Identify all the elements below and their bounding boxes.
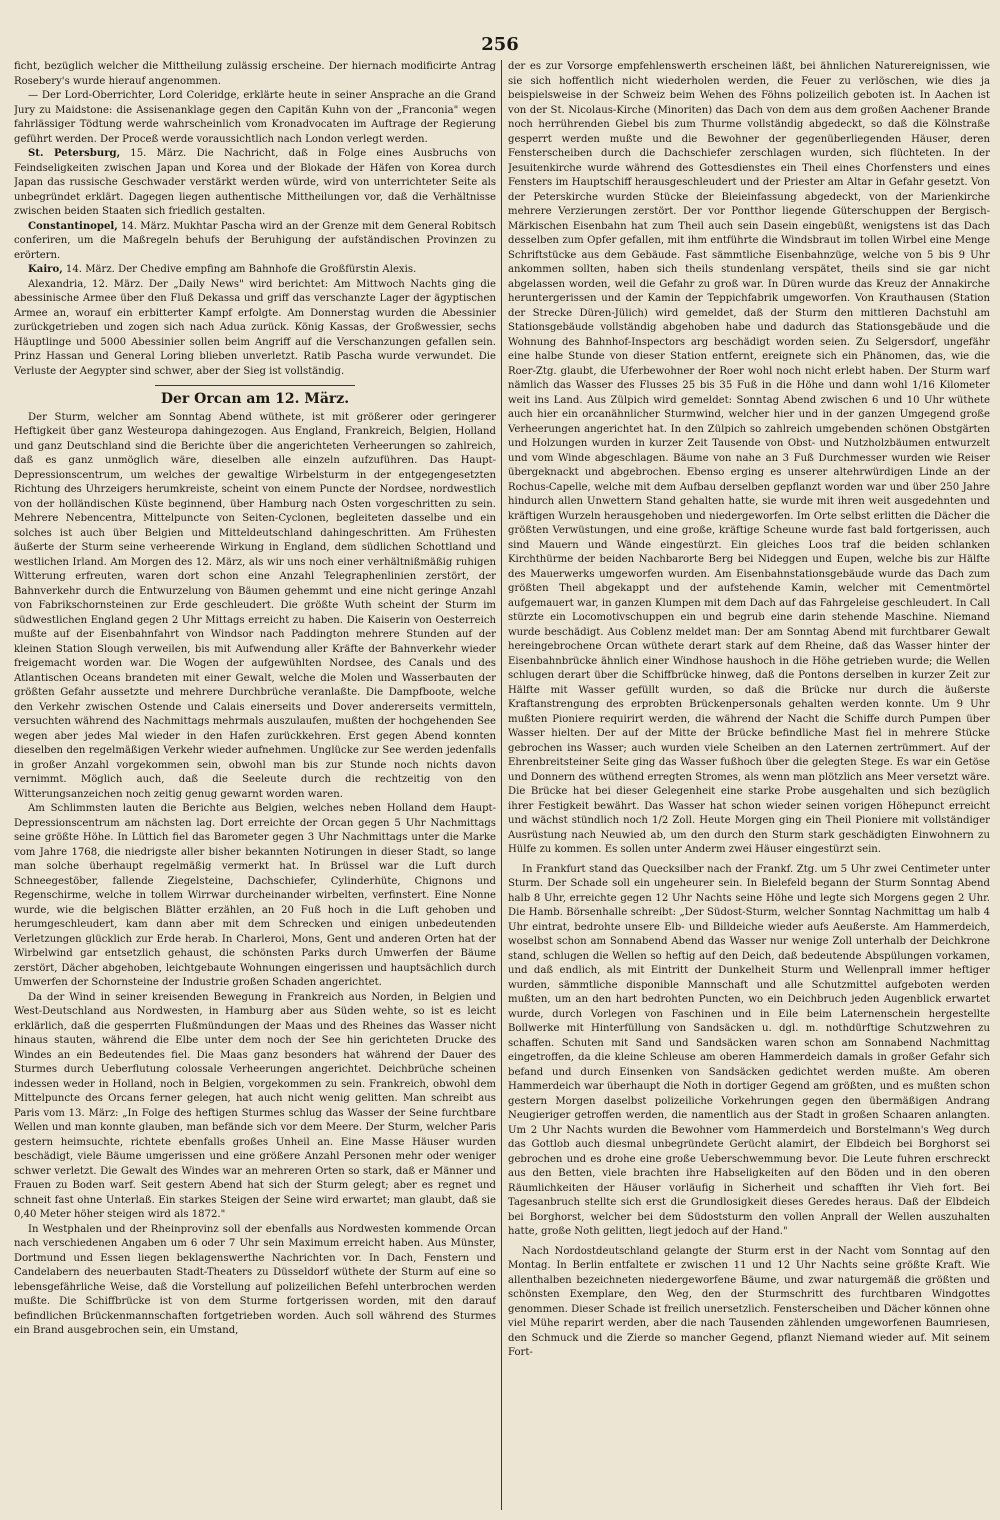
dispatch-text: 14. März. Mukhtar Pascha wird an der Grenze mit dem General Robitsch conferiren, um die Maßregeln behufs der Beruhigung der aufständischen Provinzen zu erörtern. [14,220,496,261]
dispatch-place: St. Petersburg, [28,148,121,159]
paragraph: der es zur Vorsorge empfehlenswerth erscheinen läßt, bei ähnlichen Naturereignissen, wie sie sich hoffentlich nicht wiederholen werden, die Feuer zu verlöschen, wie dies ja beispielsweise in der Schweiz beim Wehen des Föhns polizeilich geboten ist. In Aachen ist von der St. Nicolaus-Kirche (Minoriten) das Dach von dem aus dem großen Aachener Brande noch herrührenden Giebel bis zum Thurme vollständig abgedeckt, so daß die Kölnstraße gesperrt werden mußte und die Bewohner der gegenüberliegenden Häuser, deren Fensterscheiben durch die Dachschiefer zerschlagen wurden, sich flüchteten. In der Jesuitenkirche wurde während des Gottesdienstes ein Theil eines Chorfensters und eines Fensters im Hauptschiff herausgeschleudert und der Priester am Altar in Gefahr gesetzt. Von der Peterskirche wurden Stücke der Bleieinfassung abgedeckt, von der Marienkirche mehrere Verzierungen zerstört. Der vor Pontthor liegende Güterschuppen der Bergisch-Märkischen Eisenbahn hat zum Theil auch sein Dasein eingebüßt, wenigstens ist das Dach desselben zum Opfer gefallen, mit ihm entführte die Windsbraut im tollen Wirbel eine Menge Schriftstücke aus dem Gebäude. Fast sämmtliche Eisenbahnzüge, welche von 5 bis 9 Uhr ankommen sollten, haben sich theils stundenlang verspätet, theils sind sie gar nicht abgelassen worden, weil die Gefahr zu groß war. In Düren wurde das Kreuz der Annakirche heruntergerissen und der Kamin der Teppichfabrik umgeworfen. Von Krauthausen (Station der Strecke Düren-Jülich) wird gemeldet, daß der Sturm den mittleren Dachstuhl am Stationsgebäude vollständig abgehoben habe und dadurch das Stationsgebäude und die Wohnung des Bahnhof-Inspectors arg beschädigt worden seien. Zu Selgersdorf, ungefähr eine halbe Stunde von dieser Station entfernt, ereignete sich ein Phänomen, das, wie die Roer-Ztg. glaubt, die Uferbewohner der Roer wohl noch nicht erlebt haben. Der Sturm warf nämlich das Wasser des Flusses 25 bis 35 Fuß in die Höhe und dann wohl 1/16 Kilometer weit ins Land. Aus Zülpich wird gemeldet: Sonntag Abend zwischen 6 und 10 Uhr wüthete auch hier ein orcanähnlicher Sturmwind, welcher hier und in der ganzen Umgegend große Verheerungen angerichtet hat. In den Zülpich so zahlreich umgebenden schönen Obstgärten und Holzungen wurden in kurzer Zeit Tausende von Obst- und Nutzholzbäumen entwurzelt und vom Winde abgeschlagen. Bäume von nahe an 3 Fuß Durchmesser wurden wie Reiser übergeknackt und abgebrochen. Ebenso erging es unserer altehrwürdigen Linde an der Rochus-Capelle, welche mit dem Aufbau derselben gepflanzt worden war und über 250 Jahre hindurch allen Unwettern Stand gehalten hatte, sie wurde mit ihren weit ausgedehnten und kräftigen Wurzeln herausgehoben und niedergeworfen. Im Orte selbst erlitten die Dächer die größten Verwüstungen, und eine große, kräftige Scheune wurde fast bald fortgerissen, auch sind Mauern und Wände eingestürzt. Ein gleiches Loos traf die beiden schlanken Kirchthürme der beiden Nachbarorte Berg bei Nideggen und Eupen, welche bis zur Hälfte des Mauerwerks umgeworfen wurden. Am Eisenbahnstationsgebäude wurde das Dach zum größten Theil abgekappt und der aufstehende Kamin, welcher mit Cementmörtel aufgemauert war, in ganzen Klumpen mit dem Dach auf das Fahrgeleise geschleudert. In Call stürzte ein Locomotivschuppen ein und begrub eine darin stehende Maschine. Niemand wurde beschädigt. Aus Coblenz meldet man: Der am Sonntag Abend mit furchtbarer Gewalt hereingebrochene Orcan wüthete derart stark auf dem Rheine, daß das Wasser hinter der Eisenbahnbrücke ähnlich einer Windhose haushoch in die Höhe getrieben wurde; die Wellen schlugen derart über die Schiffbrücke hinweg, daß die Pontons derselben in kurzer Zeit zur Hälfte mit Wasser gefüllt wurden, so daß die Brücke nur durch die äußerste Kraftanstrengung des erprobten Brückenpersonals gehalten werden konnte. Um 9 Uhr mußten Pioniere requirirt werden, die während der Nacht die Schiffe durch Pumpen über Wasser hielten. Der auf der Mitte der Brücke befindliche Mast fiel in mehrere Stücke gebrochen ins Wasser; auch wurden viele Scheiben an den Laternen zertrümmert. Auf der Ehrenbreitsteiner Seite ging das Wasser fußhoch über die gelegten Stege. Es war ein Getöse und Donnern des wüthend erregten Stromes, als wenn man plötzlich ans Meer versetzt wäre. Die Brücke hat bei dieser Gelegenheit eine starke Probe ausgehalten und sich bezüglich ihrer Festigkeit bewährt. Das Wasser hat schon wieder seinen vorigen Höhepunct erreicht und wächst stündlich noch 1/2 Zoll. Heute Morgen ging ein Theil Pioniere mit vollständiger Ausrüstung nach Neuwied ab, um den durch den Sturm stark geschädigten Einwohnern zu Hülfe zu kommen. Es sollen unter Anderm zwei Häuser eingestürzt sein. [508,61,990,855]
dispatch-place: Constantinopel, [28,220,118,232]
paragraph: ficht, bezüglich welcher die Mittheilung zulässig erscheine. Der hiernach modificirte Antrag Rosebery's wurde hierauf angenommen. [14,61,496,87]
dispatch-place: Kairo, [28,264,63,275]
column-rule [501,60,502,1510]
right-column [508,60,990,1510]
section-divider [155,385,355,386]
paragraph: In Frankfurt stand das Quecksilber nach der Frankf. Ztg. um 5 Uhr zwei Centimeter unter Sturm. Der Schade soll ein ungeheurer sein. In Bielefeld begann der Sturm Sonntag Abend halb 8 Uhr, erreichte gegen 12 Uhr Nachts seine Höhe und legte sich Morgens gegen 2 Uhr. Die Hamb. Börsenhalle schreibt: „Der Südost-Sturm, welcher Sonntag Nachmittag um halb 4 Uhr eintrat, bedrohte unsere Elb- und Billdeiche wieder aufs Aeußerste. Am Hammerdeich, woselbst schon am Sonnabend Abend das Wasser nur wenige Zoll unterhalb der Deichkrone stand, schlugen die Wellen so heftig auf den Deich, daß bedeutende Abspülungen vorkamen, und daß endlich, als mit Eintritt der Dunkelheit Sturm und Wellenprall immer heftiger wurden, sämmtliche disponible Mannschaft und alle Schutzmittel aufgeboten werden mußten, um an den hart bedrohten Puncten, wo ein Deichbruch jeden Augenblick erwartet wurde, durch Vorlegen von Faschinen und in Eile beim Laternenschein hergestellte Bollwerke mit Hinterfüllung von Sandsäcken u. dgl. m. nothdürftige Schutzwehren zu schaffen. Schuten mit Sand und Sandsäcken waren schon am Sonnabend Nachmittag eingetroffen, da die kleine Schleuse am oberen Hammerdeich damals in großer Gefahr sich befand und durch Einsenken von Sandsäcken gedichtet werden mußte. Am oberen Hammerdeich war überhaupt die Noth in dortiger Gegend am größten, und es mußten schon gestern Morgen daselbst polizeiliche Vorkehrungen gegen den übermäßigen Andrang Neugieriger getroffen werden, die namentlich aus der Stadt in großen Schaaren anlangten. Um 2 Uhr Nachts wurden die Bewohner vom Hammerdeich und Borstelmann's Weg durch das Gottlob auch diesmal unbegründete Gerücht alamirt, der Elbdeich bei Borghorst sei gebrochen und es drohe eine große Ueberschwemmung bevor. Die Leute fuhren erschreckt aus den Betten, viele brachten ihre Habseligkeiten auf den Böden und in den oberen Räumlichkeiten der Häuser vorläufig in Sicherheit und schafften ihr Vieh fort. Bei Tagesanbruch stellte sich erst die Grundlosigkeit dieses Geredes heraus. Daß der Elbdeich bei Borghorst, welcher bei dem Südoststurm den vollen Anprall der Wellen auszuhalten hatte, große Noth gelitten, liegt jedoch auf der Hand." [508,863,990,1237]
paragraph: In Westphalen und der Rheinprovinz soll der ebenfalls aus Nordwesten kommende Orcan nach verschiedenen Angaben um 6 oder 7 Uhr sein Maximum erreicht haben. Aus Münster, Dortmund und Essen liegen beklagenswerthe Nachrichten vor. In Dach, Fenstern und Candelabern des neuerbauten Stadt-Theaters zu Düsseldorf wüthete der Sturm auf eine so lebensgefährliche Weise, daß die Vorstellung auf polizeilichen Befehl unterbrochen werden mußte. Die Schiffbrücke ist von dem Sturme fortgerissen worden, mit den darauf befindlichen Brückenmannschaften fortgetrieben worden. Auch soll während des Sturmes ein Brand ausgebrochen sein, ein Umstand, [14,1223,496,1336]
article-heading: Der Orcan am 12. März. [160,391,350,407]
dispatch-paragraph [14,263,496,278]
paragraph: Alexandria, 12. März. Der „Daily News" wird berichtet: Am Mittwoch Nachts ging die abessinische Armee über den Fluß Dekassa und griff das verschanzte Lager der ägyptischen Armee an, worauf ein erbitterter Kampf erfolgte. Am Donnerstag wurden die Abessinier zurückgetrieben und zogen sich nach Adua zurück. König Kassas, der Großwessier, sechs Häuptlinge und 5000 Abessinier sollen beim Angriff auf die Verschanzungen gefallen sein. Prinz Hassan und General Loring blieben unverletzt. Ratib Pascha wurde verwundet. Die Verluste der Aegypter sind schwer, aber der Sieg ist vollständig. [14,278,496,377]
dispatch-paragraph [14,147,496,220]
paragraph: Da der Wind in seiner kreisenden Bewegung in Frankreich aus Norden, in Belgien und West-Deutschland aus Nordwesten, in Hamburg aber aus Süden wehte, so ist es leicht erklärlich, daß die gesperrten Flußmündungen der Maas und des Rheines das Wasser nicht hinaus stauten, während die Elbe unter dem noch der See hin gerichteten Drucke des Windes an ein Bedeutendes fiel. Die Maas ganz besonders hat während der Dauer des Sturmes durch Ueberflutung colossale Verheerungen angerichtet. Deichbrüche scheinen indessen weder in Holland, noch in Belgien, vorgekommen zu sein. Frankreich, obwohl dem Mittelpuncte des Orcans ferner gelegen, hat auch nicht wenig gelitten. Man schreibt aus Paris vom 13. März: „In Folge des heftigen Sturmes schlug das Wasser der Seine furchtbare Wellen und man konnte glauben, man befände sich vor dem Meere. Der Sturm, welcher Paris gestern heimsuchte, richtete ebenfalls großes Unheil an. Eine Masse Häuser wurden beschädigt, viele Bäume umgerissen und eine größere Anzahl Personen mehr oder weniger schwer verletzt. Die Gewalt des Windes war an mehreren Orten so stark, daß er Männer und Frauen zu Boden warf. Seit gestern Abend hat sich der Sturm gelegt; aber es regnet und schneit fast ohne Unterlaß. Ein starkes Steigen der Seine wird erwartet; man glaubt, daß sie 0,40 Meter höher steigen wird als 1872." [14,991,496,1220]
dispatch-text: 14. März. Der Chedive empfing am Bahnhofe die Großfürstin Alexis. [62,264,417,275]
paragraph: Am Schlimmsten lauten die Berichte aus Belgien, welches neben Holland dem Haupt-Depressionscentrum am nächsten lag. Dort erreichte der Orcan gegen 5 Uhr Nachmittags seine größte Höhe. In Lüttich fiel das Barometer gegen 3 Uhr Nachmittags unter die Marke vom Jahre 1768, die niedrigste aller bisher bekannten Notirungen in dieser Stadt, so lange man solche überhaupt regelmäßig vermerkt hat. In Brüssel war die Luft durch Schneegestöber, fallende Ziegelsteine, Dachschiefer, Cylinderhüte, Chignons und Regenschirme, welche in tollem Wirrwar durcheinander wirbelten, verfinstert. Eine Nonne wurde, wie die belgischen Blätter erzählen, an 20 Fuß hoch in die Luft gehoben und herumgeschleudert, kam dann aber mit dem Schrecken und einigen unbedeutenden Verletzungen glücklich zur Erde herab. In Charleroi, Mons, Gent und anderen Orten hat der Wirbelwind gar entsetzlich gehaust, die schönsten Parks durch Umwerfen der Bäume zerstört, Dächer abgehoben, leichtgebaute Wohnungen eingerissen und hauptsächlich durch Umwerfen der Schornsteine der Industrie großen Schaden angerichtet. [14,803,496,988]
dispatch-paragraph [14,220,496,264]
paragraph: Der Sturm, welcher am Sonntag Abend wüthete, ist mit größerer oder geringerer Heftigkeit über ganz Westeuropa dahingezogen. Aus England, Frankreich, Belgien, Holland und ganz Deutschland sind die Berichte über die angerichteten Verheerungen so zahlreich, daß es ganz unmöglich wäre, dieselben alle einzeln aufzuführen. Das Haupt-Depressionscentrum, um welches der gewaltige Wirbelsturm in der entgegengesetzten Richtung des Uhrzeigers herumkreiste, scheint von einem Puncte der Nordsee, nordwestlich von der holländischen Küste beginnend, über Hamburg nach Osten vorgeschritten zu sein. Mehrere Nebencentra, Mittelpuncte von Seiten-Cyclonen, begleiteten dasselbe und ein solches ist auch über Belgien und Mitteldeutschland dahingeschritten. Am Frühesten äußerte der Sturm seine verheerende Wirkung in England, dem südlichen Schottland und westlichen Irland. Am Morgen des 12. März, als wir uns noch einer verhältnißmäßig ruhigen Witterung erfreuten, waren dort schon eine Anzahl Telegraphenlinien zerstört, der Bahnverkehr durch die Entwurzelung von Bäumen gehemmt und eine nicht geringe Anzahl von Fabrikschornsteinen zur Erde geschleudert. Die größte Wuth scheint der Sturm im südwestlichen England gegen 2 Uhr Mittags erreicht zu haben. Die Kaiserin von Oesterreich mußte auf der Eisenbahnfahrt von Windsor nach Paddington mehrere Stunden auf der kleinen Station Slough verweilen, bis mit Aufwendung aller Kräfte der Bahnverkehr wieder freigemacht worden war. Die Wogen der aufgewühlten Nordsee, des Canals und des Atlantischen Oceans brandeten mit einer Gewalt, welche die Molen und Wasserbauten der größten Gefahr aussetzte und mehrere Durchbrüche veranlaßte. Die Dampfboote, welche den Verkehr zwischen Ostende und Calais einerseits und Dover andererseits vermitteln, versuchten während des Nachmittags mehrmals auszulaufen, mußten der hochgehenden See wegen aber jedes Mal wieder in den Hafen zurückkehren. Erst gegen Abend konnten dieselben den regelmäßigen Verkehr wieder aufnehmen. Unglücke zur See werden jedenfalls in großer Anzahl vorgekommen sein, obwohl man bis zur Stunde noch nichts davon vernimmt. Möglich auch, daß die Seeleute durch die rechtzeitig von den Witterungsanzeichen noch zeitig genug gewarnt worden waren. [14,411,496,800]
left-column [14,60,496,1510]
dispatch-text: 15. März. Die Nachricht, daß in Folge eines Ausbruchs von Feindseligkeiten zwischen Japan und Korea und der Blokade der Häfen von Korea durch Japan das russische Geschwader verstärkt werden würde, wird von unterrichteter Seite als unbegründet erklärt. Dagegen liegen authentische Mittheilungen vor, daß die Verhältnisse zwischen beiden Staaten sich friedlich gestalten. [14,148,496,217]
paragraph: Nach Nordostdeutschland gelangte der Sturm erst in der Nacht vom Sonntag auf den Montag. In Berlin entfaltete er zwischen 11 und 12 Uhr Nachts seine größte Kraft. Wie allenthalben bezeichneten niedergeworfene Bäume, und zwar naturgemäß die größten und schönsten Exemplare, den Weg, den der Sturmschritt des furchtbaren Windgottes genommen. Dieser Schade ist freilich unersetzlich. Fensterscheiben und Dächer können ohne viel Mühe reparirt werden, aber die nach Tausenden zählenden umgeworfenen Baumriesen, den Schmuck und die Zierde so mancher Gegend, pflanzt Niemand wieder auf. Mit seinem Fort- [508,1245,990,1358]
paragraph: — Der Lord-Oberrichter, Lord Coleridge, erklärte heute in seiner Ansprache an die Grand Jury zu Maidstone: die Assisenanklage gegen den Capitän Kuhn von der „Franconia" wegen fahrlässiger Tödtung werde wahrscheinlich vom Kronadvocaten im Auftrage der Regierung geführt werden. Der Proceß werde voraussichtlich nach London verlegt werden. [14,90,496,145]
page-number: 256 [481,34,519,55]
